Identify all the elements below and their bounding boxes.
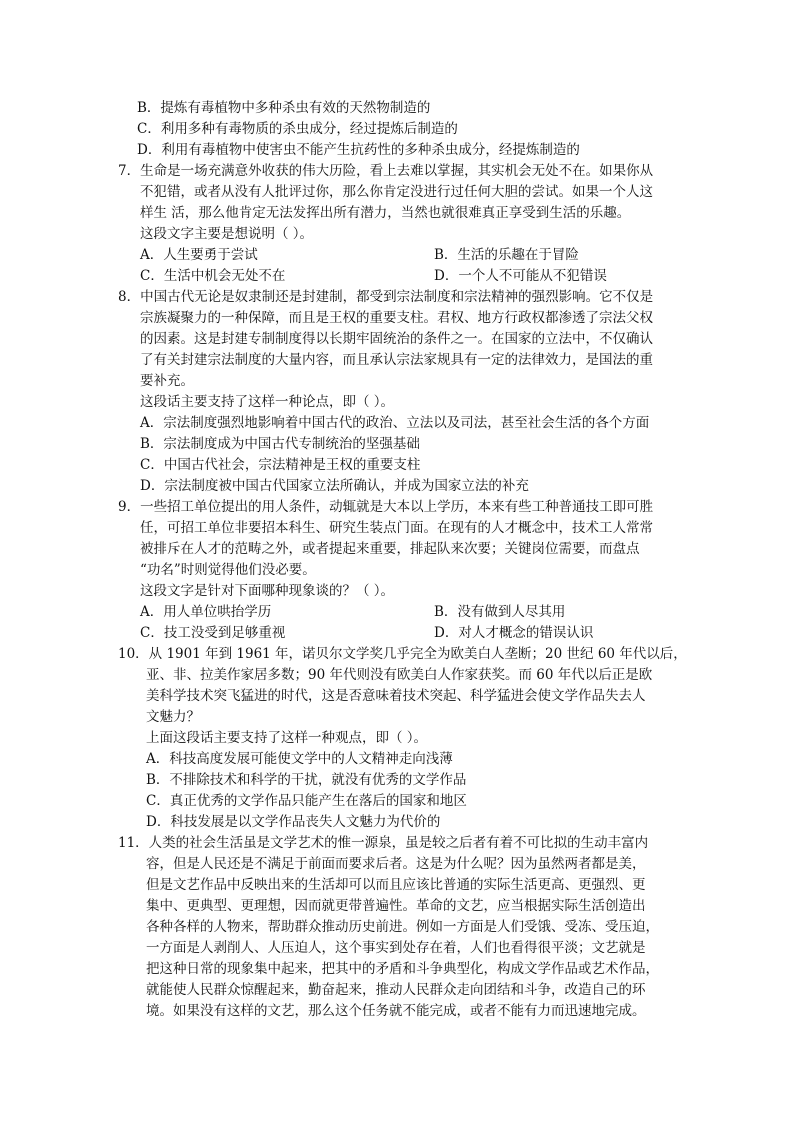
q7-stem-line: 不犯错，或者从没有人批评过你，那么你肯定没进行过任何大胆的尝试。如果一个人这 (140, 184, 653, 200)
q10-stem-line: 10．从 1901 年到 1961 年，诺贝尔文学奖几乎完全为欧美白人垄断；20 世纪 60 年代以后， (118, 646, 687, 662)
q9-stem-line: “功名”时则觉得他们没必要。 (140, 562, 316, 578)
q10-stem-line: 美科学技术突飞猛进的时代，这是否意味着技术突起、科学猛进会使文学作品失去人 (146, 688, 646, 704)
q8-question: 这段话主要支持了这样一种论点，即（ ）。 (140, 394, 395, 410)
q7-option-b: B．生活的乐趣在于冒险 (434, 247, 579, 263)
q11-stem-line: 把这种日常的现象集中起来，把其中的矛盾和斗争典型化，构成文学作品或艺术作品， (146, 961, 659, 977)
q8-stem-line: 宗族凝聚力的一种保障，而且是王权的重要支柱。君权、地方行政权都渗透了宗法父权 (140, 310, 653, 326)
q8-stem-line: 8．中国古代无论是奴隶制还是封建制，都受到宗法制度和宗法精神的强烈影响。它不仅是 (118, 289, 654, 305)
q7-option-a: A．人生要勇于尝试 (140, 247, 258, 263)
q8-option-b: B．宗法制度成为中国古代专制统治的坚强基础 (140, 436, 420, 452)
q10-stem-line: 亚、非、拉美作家居多数；90 年代则没有欧美白人作家获奖。而 60 年代以后正是欧 (146, 667, 653, 683)
q11-stem-line: 11．人类的社会生活虽是文学艺术的惟一源泉，虽是较之后者有着不可比拟的生动丰富内 (118, 835, 649, 851)
q10-stem-line: 文魅力？ (146, 709, 200, 725)
q7-stem-line: 样生 活，那么他肯定无法发挥出所有潜力，当然也就很难真正享受到生活的乐趣。 (140, 205, 631, 221)
q9-option-a: A．用人单位哄抬学历 (140, 604, 272, 620)
q9-option-c: C．技工没受到足够重视 (140, 625, 286, 641)
q9-stem-line: 被排斥在人才的范畴之外，或者提起来重要，排起队来次要；关键岗位需要，而盘点 (140, 541, 640, 557)
q10-option-a: A．科技高度发展可能使文学中的人文精神走向浅薄 (146, 751, 453, 767)
q8-stem-line: 的因素。这是封建专制制度得以长期牢固统治的条件之一。在国家的立法中，不仅确认 (140, 331, 653, 347)
q7-option-c: C．生活中机会无处不在 (140, 268, 286, 284)
q11-stem-line: 但是文艺作品中反映出来的生活却可以而且应该比普通的实际生活更高、更强烈、更 (146, 877, 646, 893)
q9-question: 这段文字是针对下面哪种现象谈的？（ ）。 (140, 583, 395, 599)
q6-option-d: D．利用有毒植物中使害虫不能产生抗药性的多种杀虫成分，经提炼制造的 (137, 142, 580, 158)
q7-option-d: D．一个人不可能从不犯错误 (434, 268, 607, 284)
q8-stem-line: 了有关封建宗法制度的大量内容，而且承认宗法家规具有一定的法律效力，是国法的重 (140, 352, 653, 368)
q8-stem-line: 要补充。 (140, 373, 194, 389)
q9-option-d: D．对人才概念的错误认识 (434, 625, 594, 641)
q11-stem-line: 一方面是人剥削人、人压迫人，这个事实到处存在着，人们也看得很平淡；文艺就是 (146, 940, 646, 956)
q11-stem-line: 各种各样的人物来，帮助群众推动历史前进。例如一方面是人们受饿、受冻、受压迫， (146, 919, 659, 935)
q11-stem-line: 境。如果没有这样的文艺，那么这个任务就不能完成，或者不能有力而迅速地完成。 (146, 1003, 646, 1019)
q6-option-b: B．提炼有毒植物中多种杀虫有效的天然物制造的 (137, 100, 431, 116)
q6-option-c: C．利用多种有毒物质的杀虫成分，经过提炼后制造的 (137, 121, 458, 137)
q7-question: 这段文字主要是想说明（ ）。 (140, 226, 314, 242)
q10-option-c: C．真正优秀的文学作品只能产生在落后的国家和地区 (146, 793, 467, 809)
q8-option-c: C．中国古代社会，宗法精神是王权的重要支柱 (140, 457, 421, 473)
q8-option-a: A．宗法制度强烈地影响着中国古代的政治、立法以及司法，甚至社会生活的各个方面 (140, 415, 650, 431)
q10-option-d: D．科技发展是以文学作品丧失人文魅力为代价的 (146, 814, 441, 830)
q11-stem-line: 容，但是人民还是不满足于前面而要求后者。这是为什么呢？因为虽然两者都是美， (146, 856, 646, 872)
q11-stem-line: 集中、更典型、更理想，因而就更带普遍性。革命的文艺，应当根据实际生活创造出 (146, 898, 646, 914)
q7-stem-line: 7．生命是一场充满意外收获的伟大历险，看上去难以掌握，其实机会无处不在。如果你从 (118, 163, 654, 179)
q10-question: 上面这段话主要支持了这样一种观点，即（ ）。 (146, 730, 428, 746)
q11-stem-line: 就能使人民群众惊醒起来，勤奋起来，推动人民群众走向团结和斗争，改造自己的环 (146, 982, 646, 998)
q9-stem-line: 任，可招工单位非要招本科生、研究生装点门面。在现有的人才概念中，技术工人常常 (140, 520, 653, 536)
q8-option-d: D．宗法制度被中国古代国家立法所确认，并成为国家立法的补充 (140, 478, 529, 494)
q9-stem-line: 9．一些招工单位提出的用人条件，动辄就是大本以上学历，本来有些工种普通技工即可胜 (118, 499, 654, 515)
q10-option-b: B．不排除技术和科学的干扰，就没有优秀的文学作品 (146, 772, 467, 788)
q9-option-b: B．没有做到人尽其用 (434, 604, 566, 620)
